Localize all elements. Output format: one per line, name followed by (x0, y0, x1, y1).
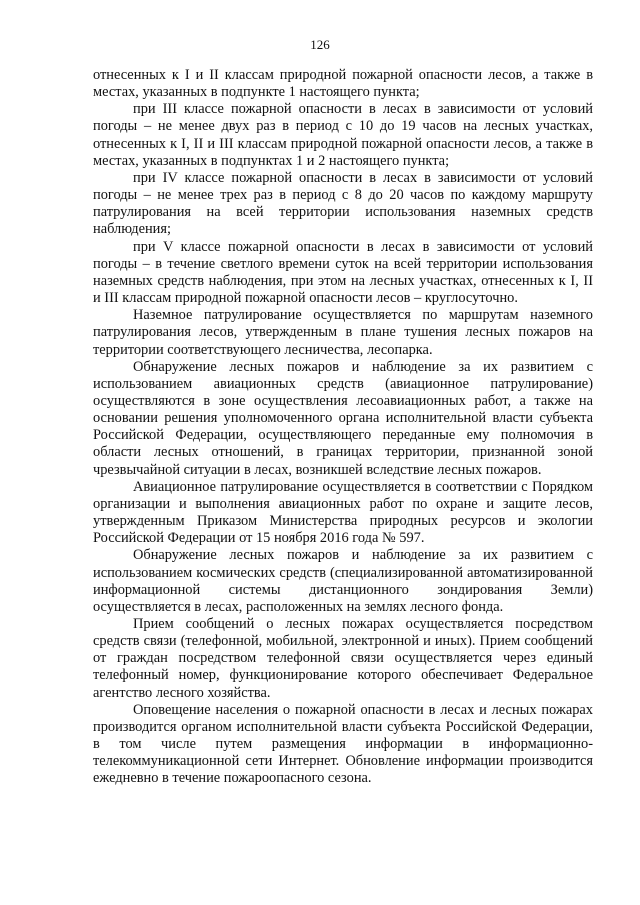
paragraph-ground-patrol: Наземное патрулирование осуществляется по маршрутам наземного патрулирования лесов, утвержденным в плане тушения лесных пожаров на территории соответствующего лесничества, лесопарка. (93, 307, 593, 358)
body-text (93, 67, 593, 788)
page-number: 126 (310, 37, 330, 52)
paragraph-class-iii: при III классе пожарной опасности в лесах в зависимости от условий погоды – не менее двух раз в период с 10 до 19 часов на лесных участках, отнесенных к I, II и III классам природной пожарной опасности лесов, а также в местах, указанных в подпунктах 1 и 2 настоящего пункта; (93, 101, 593, 169)
paragraph-fire-reports: Прием сообщений о лесных пожарах осуществляется посредством средств связи (телефонной, мобильной, электронной и иных). Прием сообщений от граждан посредством телефонной связи осуществляется через единый телефонный номер, функционирование которого обеспечивает Федеральное агентство лесного хозяйства. (93, 616, 593, 701)
paragraph-class-v: при V классе пожарной опасности в лесах в зависимости от условий погоды – в течение светлого времени суток на всей территории использования наземных средств наблюдения, при этом на лесных участках, отнесенных к I, II и III классам природной пожарной опасности лесов – круглосуточно. (93, 238, 593, 307)
paragraph-continuation: отнесенных к I и II классам природной пожарной опасности лесов, а также в местах, указанных в подпункте 1 настоящего пункта; (93, 67, 593, 101)
paragraph-public-notification: Оповещение населения о пожарной опасности в лесах и лесных пожарах производится органом исполнительной власти субъекта Российской Федерации, в том числе путем размещения информации в информационно-телекоммуникационной сети Интернет. Обновление информации производится ежедневно в течение пожароопасного сезона. (93, 701, 593, 787)
paragraph-aviation-patrol: Авиационное патрулирование осуществляется в соответствии с Порядком организации и выполнения авиационных работ по охране и защите лесов, утвержденным Приказом Министерства природных ресурсов и экологии Российской Федерации от 15 ноября 2016 года № 597. (93, 478, 593, 547)
paragraph-class-iv: при IV классе пожарной опасности в лесах в зависимости от условий погоды – не менее трех раз в период с 8 до 20 часов по каждому маршруту патрулирования на всей территории использования наземных средств наблюдения; (93, 169, 593, 238)
paragraph-aviation-detection: Обнаружение лесных пожаров и наблюдение за их развитием с использованием авиационных средств (авиационное патрулирование) осуществляются в зоне осуществления лесоавиационных работ, а также на основании решения уполномоченного органа исполнительной власти субъекта Российской Федерации, осуществляющего переданные ему полномочия в области лесных отношений, в границах территории, признанной зоной чрезвычайной ситуации в лесах, возникшей вследствие лесных пожаров. (93, 358, 593, 478)
paragraph-space-detection: Обнаружение лесных пожаров и наблюдение за их развитием с использованием космических средств (специализированной автоматизированной информационной системы дистанционного зондирования Земли) осуществляется в лесах, расположенных на землях лесного фонда. (93, 547, 593, 615)
